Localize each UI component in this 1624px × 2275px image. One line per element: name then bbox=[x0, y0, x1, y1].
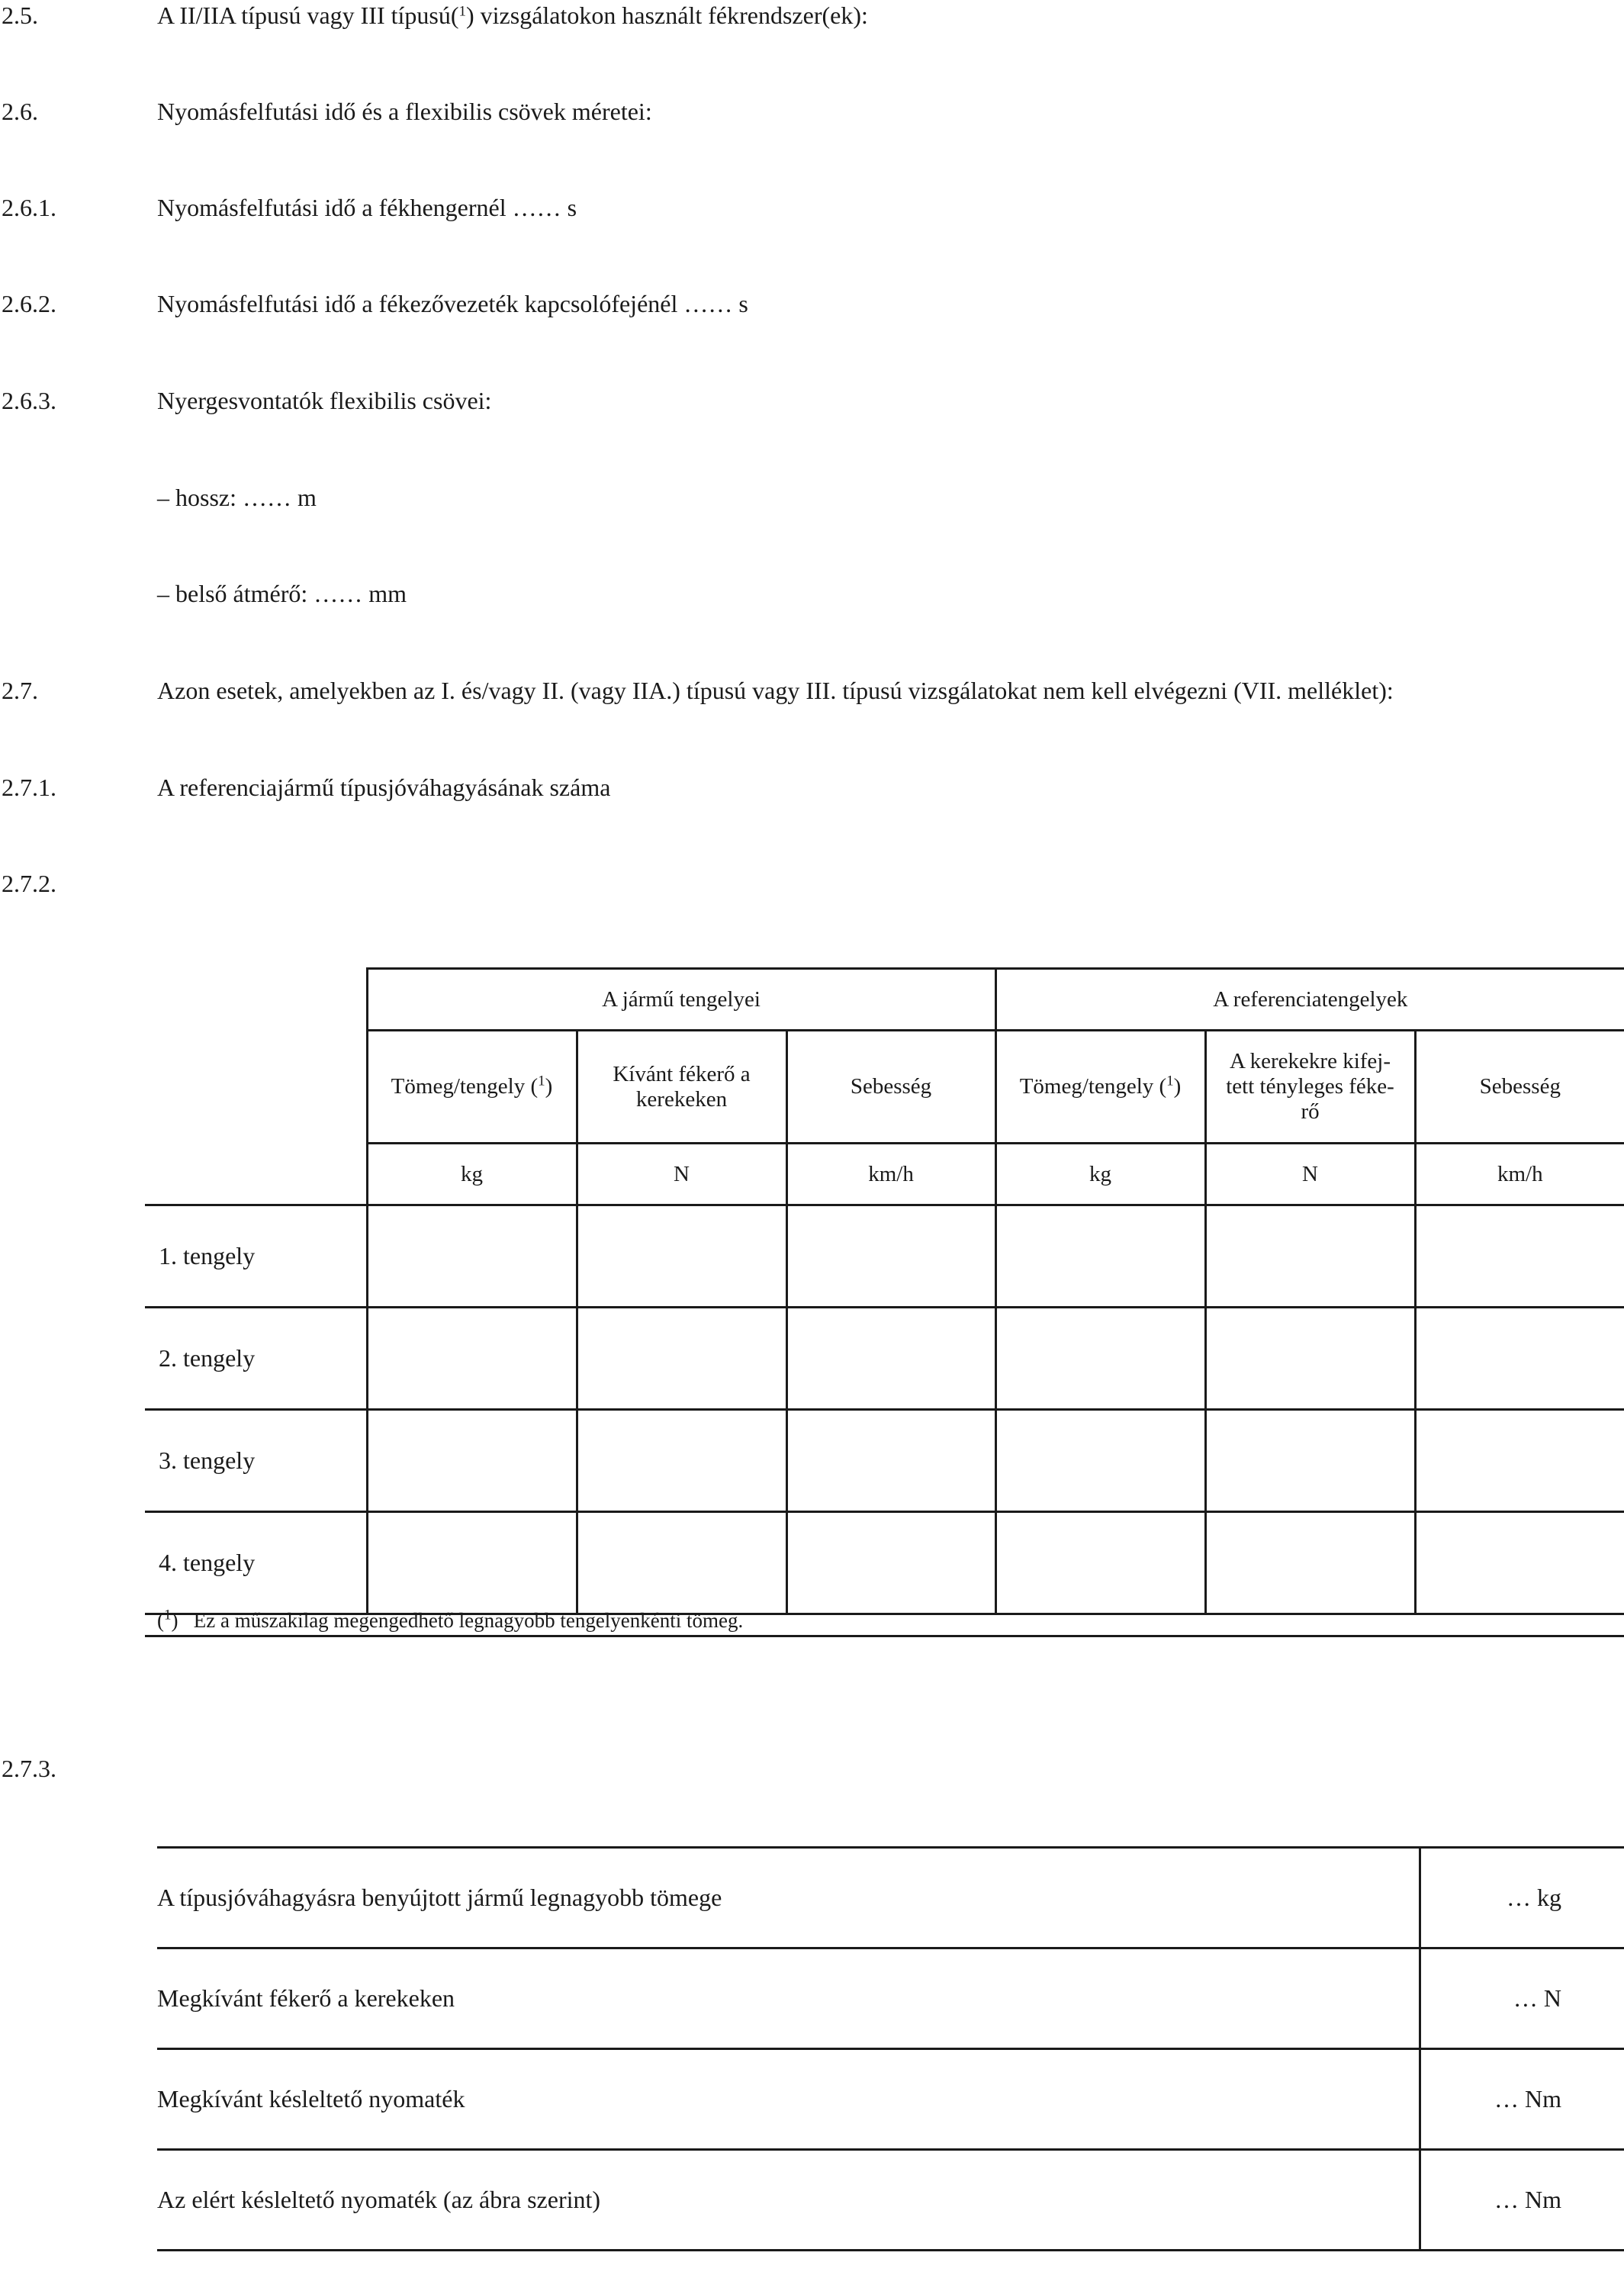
row-label: 1. tengely bbox=[145, 1205, 367, 1308]
item-number: 2.6. bbox=[2, 98, 38, 125]
group-header-vehicle-axles: A jármű tengelyei bbox=[367, 969, 995, 1031]
table-cell bbox=[786, 1205, 995, 1308]
item-number: 2.7.2. bbox=[2, 870, 56, 897]
table-cell bbox=[995, 1410, 1205, 1512]
dash-item-text: – hossz: …… m bbox=[157, 484, 317, 511]
table-cell bbox=[1205, 1512, 1415, 1614]
item-text: Azon esetek, amelyekben az I. és/vagy II. (vagy IIA.) típusú vagy III. típusú vizsgálatokat nem kell elvégezni (VII. melléklet): bbox=[157, 677, 1394, 704]
row-label: 4. tengely bbox=[145, 1512, 367, 1614]
item-text: A II/IIA típusú vagy III típusú($^1$) vizsgálatokon használt fékrendszer(ek): bbox=[157, 2, 868, 29]
row-label: 3. tengely bbox=[145, 1410, 367, 1512]
table-cell bbox=[786, 1308, 995, 1410]
item-text: Nyomásfelfutási idő a fékezővezeték kapcsolófejénél …… s bbox=[157, 290, 748, 317]
row-label: Megkívánt késleltető nyomaték bbox=[157, 2049, 1420, 2150]
item-text: Nyomásfelfutási idő és a flexibilis csövek méretei: bbox=[157, 98, 652, 125]
col-header-ref-mass-per-axle: Tömeg/tengely ($^1$) bbox=[995, 1031, 1205, 1144]
col-header-speed: Sebesség bbox=[786, 1031, 995, 1144]
col-header-mass-per-axle: Tömeg/tengely ($^1$) bbox=[367, 1031, 577, 1144]
table-row bbox=[145, 1205, 1624, 1308]
row-value: … Nm bbox=[1420, 2150, 1624, 2251]
table-footnote: ($^1$) Ez a műszakilag megengedhető legnagyobb tengelyenkénti tömeg. bbox=[145, 1604, 1624, 1637]
col-header-actual-braking-force: A kerekekre kifej-tett tényleges féke-rő bbox=[1205, 1031, 1415, 1144]
table-row bbox=[157, 1848, 1624, 1948]
row-label: Megkívánt fékerő a kerekeken bbox=[157, 1948, 1420, 2049]
table-cell bbox=[367, 1308, 577, 1410]
col-header-required-braking-force: Kívánt fékerő a kerekeken bbox=[577, 1031, 786, 1144]
item-number: 2.7.1. bbox=[2, 774, 56, 801]
table-cell bbox=[577, 1205, 786, 1308]
item-text: A referenciajármű típusjóváhagyásának száma bbox=[157, 774, 611, 801]
row-label: Az elért késleltető nyomaték (az ábra szerint) bbox=[157, 2150, 1420, 2251]
row-label: A típusjóváhagyásra benyújtott jármű legnagyobb tömege bbox=[157, 1848, 1420, 1948]
table-row bbox=[157, 1948, 1624, 2049]
axle-table bbox=[145, 967, 1624, 1615]
item-number: 2.6.2. bbox=[2, 290, 56, 317]
col-header-ref-speed: Sebesség bbox=[1415, 1031, 1624, 1144]
item-text: Nyergesvontatók flexibilis csövei: bbox=[157, 387, 492, 414]
unit-n: N bbox=[577, 1144, 786, 1205]
unit-kmh: km/h bbox=[786, 1144, 995, 1205]
item-number: 2.5. bbox=[2, 2, 38, 29]
table-cell bbox=[367, 1205, 577, 1308]
item-number: 2.7.3. bbox=[2, 1755, 56, 1782]
row-value: … N bbox=[1420, 1948, 1624, 2049]
table-cell bbox=[1205, 1410, 1415, 1512]
table-cell bbox=[786, 1410, 995, 1512]
table-cell bbox=[786, 1512, 995, 1614]
unit-ref-n: N bbox=[1205, 1144, 1415, 1205]
table-row bbox=[157, 2049, 1624, 2150]
group-header-reference-axles: A referenciatengelyek bbox=[995, 969, 1624, 1031]
table-cell bbox=[995, 1512, 1205, 1614]
item-number: 2.6.3. bbox=[2, 387, 56, 414]
dash-item-text: – belső átmérő: …… mm bbox=[157, 580, 407, 607]
table-cell bbox=[995, 1205, 1205, 1308]
table-cell bbox=[577, 1512, 786, 1614]
table-row bbox=[145, 1410, 1624, 1512]
table-cell bbox=[577, 1308, 786, 1410]
table-cell bbox=[1205, 1205, 1415, 1308]
table-row bbox=[145, 1512, 1624, 1614]
table-cell bbox=[995, 1308, 1205, 1410]
table-cell bbox=[577, 1410, 786, 1512]
row-value: … kg bbox=[1420, 1848, 1624, 1948]
unit-ref-kmh: km/h bbox=[1415, 1144, 1624, 1205]
mass-table bbox=[157, 1846, 1624, 2251]
item-text: Nyomásfelfutási idő a fékhengernél …… s bbox=[157, 194, 577, 221]
table-cell bbox=[1415, 1512, 1624, 1614]
item-number: 2.6.1. bbox=[2, 194, 56, 221]
table-cell bbox=[1415, 1308, 1624, 1410]
item-number: 2.7. bbox=[2, 677, 38, 704]
table-cell bbox=[1415, 1410, 1624, 1512]
table-cell bbox=[1205, 1308, 1415, 1410]
table-row bbox=[157, 2150, 1624, 2251]
table-cell bbox=[367, 1410, 577, 1512]
table-cell bbox=[367, 1512, 577, 1614]
unit-ref-kg: kg bbox=[995, 1144, 1205, 1205]
table-row bbox=[145, 1308, 1624, 1410]
unit-kg: kg bbox=[367, 1144, 577, 1205]
row-value: … Nm bbox=[1420, 2049, 1624, 2150]
table-cell bbox=[1415, 1205, 1624, 1308]
row-label: 2. tengely bbox=[145, 1308, 367, 1410]
